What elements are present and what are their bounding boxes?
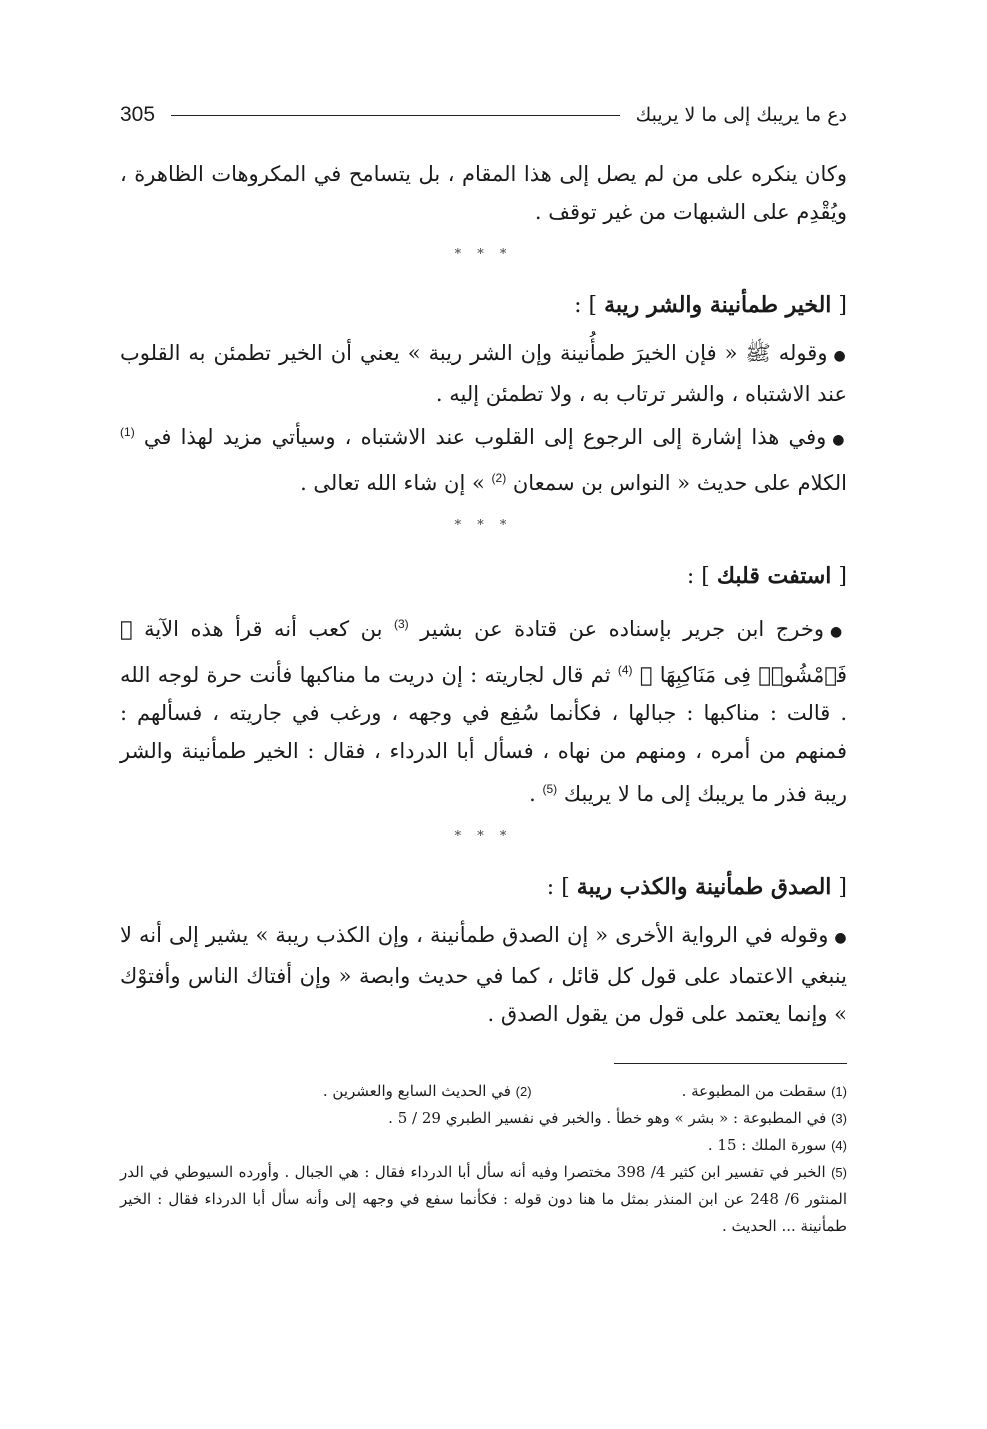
footnote-marker[interactable]: (2) <box>491 471 507 485</box>
footnote-3 <box>120 1105 847 1132</box>
header-rule <box>171 115 620 116</box>
footnote-marker[interactable]: (1) <box>120 425 135 439</box>
paragraph <box>120 916 847 1033</box>
footnote-marker[interactable]: (3) <box>393 617 409 631</box>
section-khayr <box>120 287 847 502</box>
bullet-icon: ● <box>833 348 847 364</box>
footnote-text: في الحديث السابع والعشرين . <box>322 1082 511 1100</box>
footnote-row <box>120 1078 847 1105</box>
footnote-1 <box>682 1078 847 1105</box>
paragraph <box>120 334 847 413</box>
footnote-5 <box>120 1159 847 1240</box>
section-heading-text: الخير طمأنينة والشر ريبة <box>604 292 832 318</box>
footnote-text: سقطت من المطبوعة . <box>681 1082 827 1100</box>
paragraph <box>120 413 847 502</box>
paragraph-text: وقوله ﷺ « فإن الخيرَ طمأُنينة وإن الشر ريبة » يعني أن الخير تطمئن به القلوب عند الاشتباه ، والشر ترتاب به ، ولا تطمئن إليه . <box>120 341 847 406</box>
footnotes <box>120 1078 847 1240</box>
footnote-text: في المطبوعة : « بشر » وهو خطأ . والخبر في نفسير الطبري 29 / 5 . <box>388 1109 827 1127</box>
page-number: 305 <box>120 103 156 126</box>
running-title: دع ما يريبك إلى ما لا يريبك <box>635 104 847 126</box>
footnote-marker[interactable]: (5) <box>542 782 558 796</box>
footnote-text: الخبر في تفسير ابن كثير 4/ 398 مختصرا وفيه أنه سأل أبا الدرداء فقال : هي الجبال . وأورده السيوطي في الدر المنثور 6/ 248 عن ابن المنذر بمثل ما هنا دون قوله : فكأنما سفع في وجهه إلى وأنه سأل أبا الدرداء فقال : الخير طمأنينة ... الحديث . <box>120 1163 847 1235</box>
bullet-icon: ● <box>834 930 848 946</box>
section-separator: * * * <box>454 829 513 844</box>
paragraph-text: ثم قال لجاريته : إن دريت ما مناكبها فأنت حرة لوجه الله . قالت : مناكبها : جبالها ، فكأنما سُفِع في وجهه ، ورغب في جاريته ، فسألهم : فمنهم من أمره ، ومنهم من نهاه ، فسأل أبا الدرداء ، فقال : الخير طمأنينة والشر ريبة فذر ما يريبك إلى ما لا يريبك <box>120 663 847 806</box>
book-page <box>120 95 847 1240</box>
bullet-icon: ● <box>832 432 847 448</box>
section-separator: * * * <box>454 518 513 533</box>
running-header <box>120 95 847 135</box>
footnote-number: (2) <box>515 1084 532 1099</box>
paragraph <box>120 605 847 813</box>
footnote-number: (4) <box>831 1138 847 1153</box>
footnote-2 <box>323 1078 532 1105</box>
section-heading-text: استفت قلبك <box>716 563 832 589</box>
section-separator: * * * <box>454 247 513 262</box>
section-istafti <box>120 558 847 813</box>
paragraph-text: . <box>529 782 536 806</box>
footnote-4 <box>120 1132 847 1159</box>
footnote-marker[interactable]: (4) <box>617 663 633 677</box>
footnote-rule <box>614 1063 847 1064</box>
intro-paragraph: وكان ينكره على من لم يصل إلى هذا المقام ، بل يتسامح في المكروهات الظاهرة ، ويُقْدِم على الشبهات من غير توقف . <box>120 162 847 224</box>
section-heading-text: الصدق طمأنينة والكذب ريبة <box>576 874 832 900</box>
paragraph-text: وخرج ابن جرير بإسناده عن قتادة عن بشير <box>420 617 824 641</box>
footnote-text: سورة الملك : 15 . <box>707 1136 827 1154</box>
paragraph-text: وفي هذا إشارة إلى الرجوع إلى القلوب عند الاشتباه ، وسيأتي مزيد لهذا في <box>143 425 827 449</box>
paragraph-text: الكلام على حديث « النواس بن سمعان <box>512 471 847 495</box>
bullet-icon: ● <box>829 624 847 640</box>
section-heading: [ الخير طمأنينة والشر ريبة ] : <box>574 292 847 318</box>
section-heading: [ الصدق طمأنينة والكذب ريبة ] : <box>546 874 847 900</box>
section-heading: [ استفت قلبك ] : <box>686 563 847 589</box>
footnote-number: (1) <box>831 1084 847 1099</box>
paragraph-text: » إن شاء الله تعالى . <box>300 471 485 495</box>
footnote-number: (5) <box>831 1165 847 1180</box>
paragraph-text: وقوله في الرواية الأخرى « إن الصدق طمأنينة ، وإن الكذب ريبة » يشير إلى أنه لا ينبغي الاعتماد على قول كل قائل ، كما في حديث وابصة « وإن أفتاك الناس وأفتوْك » وإنما يعتمد على قول من يقول الصدق . <box>120 923 847 1026</box>
section-sidq <box>120 869 847 1033</box>
footnote-number: (3) <box>831 1111 847 1126</box>
paragraph-text: بن كعب أنه قرأ هذه الآية ﴿ فَٱمْشُوا۟ فِى مَنَاكِبِهَا ﴾ <box>120 617 847 687</box>
